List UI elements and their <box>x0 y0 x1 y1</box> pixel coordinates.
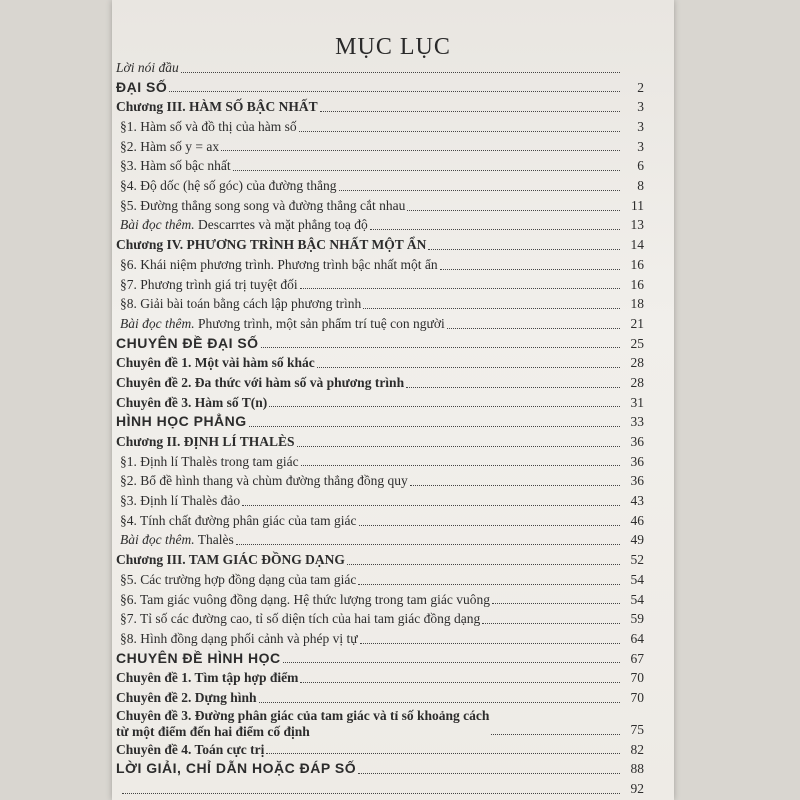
dot-leader <box>410 485 620 486</box>
toc-page-number: 92 <box>630 781 644 797</box>
toc-entry <box>116 235 644 255</box>
toc-entry-label: §3. Hàm số bậc nhất <box>120 158 231 174</box>
toc-page-number: 3 <box>637 119 644 135</box>
dot-leader <box>492 603 620 604</box>
toc-page-number: 70 <box>630 670 644 686</box>
toc-entry-label <box>116 215 368 235</box>
toc-entry-label: Chuyên đề 2. Đa thức với hàm số và phương trình <box>116 374 405 390</box>
dot-leader <box>447 328 620 329</box>
toc-page-number: 33 <box>630 414 644 430</box>
dot-leader <box>407 210 620 211</box>
toc-entry-label: §7. Phương trình giá trị tuyệt đối <box>120 276 298 292</box>
toc-entry <box>116 97 644 117</box>
toc-page-number: 2 <box>637 79 644 95</box>
dot-leader <box>300 682 620 683</box>
dot-leader <box>236 544 620 545</box>
toc-entry-label: Chương III. HÀM SỐ BẬC NHẤT <box>116 99 318 115</box>
dot-leader <box>221 150 620 151</box>
toc-entry-label: CHUYÊN ĐỀ ĐẠI SỐ <box>116 334 259 351</box>
dot-leader <box>339 190 620 191</box>
dot-leader <box>297 446 620 447</box>
toc-entry-label: §4. Độ dốc (hệ số góc) của đường thẳng <box>120 178 337 194</box>
toc-entry-label: §4. Tính chất đường phân giác của tam giác <box>120 512 357 528</box>
toc-entry <box>116 156 644 176</box>
dot-leader <box>299 131 620 132</box>
toc-page-number: 25 <box>630 335 644 351</box>
toc-entry <box>116 58 644 78</box>
toc-entry-label-line2: từ một điểm đến hai điểm cố định <box>116 723 310 739</box>
toc-entry-label: HÌNH HỌC PHẲNG <box>116 413 247 430</box>
toc-entry <box>116 649 644 669</box>
toc-entry-label: §6. Khái niệm phương trình. Phương trình bậc nhất một ẩn <box>120 256 438 272</box>
toc-entry <box>116 570 644 590</box>
toc-entry <box>116 176 644 196</box>
dot-leader <box>169 91 620 92</box>
toc-entry-label: CHUYÊN ĐỀ HÌNH HỌC <box>116 649 281 666</box>
toc-page-number: 28 <box>630 374 644 390</box>
toc-entry <box>116 275 644 295</box>
toc-page-number: 3 <box>637 99 644 115</box>
toc-entry-label: §1. Hàm số và đồ thị của hàm số <box>120 119 297 135</box>
toc-entry <box>116 759 644 779</box>
toc-page-number: 16 <box>630 276 644 292</box>
dot-leader <box>358 773 620 774</box>
table-of-contents <box>116 58 644 799</box>
toc-entry <box>116 314 644 334</box>
toc-entry <box>116 373 644 393</box>
toc-entry <box>116 196 644 216</box>
toc-page-number: 8 <box>637 178 644 194</box>
toc-entry-label: Lời nói đầu <box>116 59 179 75</box>
dot-leader <box>428 249 620 250</box>
toc-entry <box>116 590 644 610</box>
toc-entry-label-line1: Chuyên đề 3. Đường phân giác của tam giác và tỉ số khoảng cách <box>116 707 490 723</box>
toc-entry-label: Chương IV. PHƯƠNG TRÌNH BẬC NHẤT MỘT ẨN <box>116 237 427 253</box>
toc-entry <box>116 353 644 373</box>
toc-page-number: 3 <box>637 138 644 154</box>
toc-entry-label: Chuyên đề 2. Dựng hình <box>116 689 257 705</box>
toc-entry <box>116 432 644 452</box>
toc-page-number: 36 <box>630 434 644 450</box>
toc-entry-label: Chuyên đề 4. Toán cực trị <box>116 741 265 757</box>
dot-leader <box>242 505 620 506</box>
dot-leader <box>370 229 620 230</box>
dot-leader <box>491 734 620 735</box>
toc-entry <box>116 334 644 354</box>
reading-prefix: Bài đọc thêm. <box>120 217 195 233</box>
toc-entry-label: Chuyên đề 1. Một vài hàm số khác <box>116 355 315 371</box>
toc-entry <box>116 294 644 314</box>
toc-entry <box>116 393 644 413</box>
toc-entry <box>116 137 644 157</box>
toc-entry <box>116 779 644 799</box>
toc-entry-label: Chuyên đề 1. Tìm tập hợp điểm <box>116 670 299 686</box>
toc-page-number: 21 <box>630 315 644 331</box>
toc-page-number: 52 <box>630 552 644 568</box>
toc-page-number: 88 <box>630 761 644 777</box>
toc-page-number: 28 <box>630 355 644 371</box>
toc-page-number: 36 <box>630 453 644 469</box>
toc-page-number: 31 <box>630 394 644 410</box>
dot-leader <box>266 753 620 754</box>
toc-entry-label: §8. Hình đồng dạng phối cảnh và phép vị tự <box>120 630 358 646</box>
toc-entry <box>116 491 644 511</box>
toc-page-number: 54 <box>630 571 644 587</box>
toc-entry <box>116 117 644 137</box>
dot-leader <box>301 465 620 466</box>
toc-entry-label <box>116 314 445 334</box>
toc-page-number: 82 <box>630 741 644 757</box>
toc-entry-label <box>116 708 489 740</box>
toc-page-number: 67 <box>630 650 644 666</box>
dot-leader <box>359 525 620 526</box>
toc-entry <box>116 452 644 472</box>
dot-leader <box>363 308 620 309</box>
dot-leader <box>482 623 620 624</box>
toc-entry-label: Chương III. TAM GIÁC ĐỒNG DẠNG <box>116 552 345 568</box>
toc-page-number: 64 <box>630 630 644 646</box>
dot-leader <box>347 564 620 565</box>
toc-page-number: 43 <box>630 493 644 509</box>
dot-leader <box>440 269 620 270</box>
dot-leader <box>283 662 620 663</box>
reading-title: Thalès <box>194 532 234 548</box>
dot-leader <box>300 288 620 289</box>
toc-page-number: 59 <box>630 611 644 627</box>
dot-leader <box>317 367 620 368</box>
reading-prefix: Bài đọc thêm. <box>120 532 195 548</box>
toc-entry-label: §8. Giải bài toán bằng cách lập phương trình <box>120 296 362 312</box>
dot-leader <box>261 347 620 348</box>
toc-entry <box>116 550 644 570</box>
toc-page-number: 54 <box>630 591 644 607</box>
toc-entry-label: §7. Tỉ số các đường cao, tỉ số diện tích của hai tam giác đồng dạng <box>120 611 481 627</box>
toc-entry-label: LỜI GIẢI, CHỈ DẪN HOẶC ĐÁP SỐ <box>116 760 357 777</box>
toc-page-number: 18 <box>630 296 644 312</box>
toc-entry-label: §1. Định lí Thalès trong tam giác <box>120 453 299 469</box>
toc-page-number: 11 <box>631 197 644 213</box>
toc-entry-label: §5. Các trường hợp đồng dạng của tam giác <box>120 571 357 587</box>
dot-leader <box>122 793 620 794</box>
toc-entry <box>116 511 644 531</box>
toc-entry <box>116 216 644 236</box>
toc-page-number: 13 <box>630 217 644 233</box>
toc-page-number: 46 <box>630 512 644 528</box>
toc-entry <box>116 708 644 740</box>
toc-entry <box>116 609 644 629</box>
dot-leader <box>259 702 620 703</box>
toc-entry <box>116 255 644 275</box>
toc-entry <box>116 78 644 98</box>
dot-leader <box>358 584 620 585</box>
toc-page-number: 16 <box>630 256 644 272</box>
dot-leader <box>181 72 620 73</box>
dot-leader <box>249 426 620 427</box>
toc-entry-label: §6. Tam giác vuông đồng dạng. Hệ thức lượng trong tam giác vuông <box>120 591 491 607</box>
toc-page-number: 70 <box>630 689 644 705</box>
toc-entry-label: Chương II. ĐỊNH LÍ THALÈS <box>116 434 295 450</box>
page-title: MỤC LỤC <box>335 34 451 60</box>
dot-leader <box>233 170 620 171</box>
toc-entry-label: §2. Bổ đề hình thang và chùm đường thẳng đồng quy <box>120 473 408 489</box>
toc-entry <box>116 740 644 760</box>
toc-entry-label: ĐẠI SỐ <box>116 78 168 95</box>
reading-title: Descarrtes và mặt phẳng toạ độ <box>194 217 368 233</box>
toc-entry <box>116 531 644 551</box>
dot-leader <box>269 406 620 407</box>
toc-entry <box>116 668 644 688</box>
toc-entry <box>116 629 644 649</box>
reading-prefix: Bài đọc thêm. <box>120 315 195 331</box>
toc-page-number: 36 <box>630 473 644 489</box>
book-page <box>112 0 674 800</box>
toc-page-number: 6 <box>637 158 644 174</box>
toc-entry-label: Chuyên đề 3. Hàm số T(n) <box>116 394 268 410</box>
dot-leader <box>406 387 620 388</box>
dot-leader <box>360 643 620 644</box>
toc-entry <box>116 412 644 432</box>
toc-entry-label: §5. Đường thẳng song song và đường thẳng cắt nhau <box>120 197 406 213</box>
toc-page-number: 14 <box>630 237 644 253</box>
dot-leader <box>320 111 620 112</box>
toc-page-number: 75 <box>630 721 644 737</box>
toc-page-number: 49 <box>630 532 644 548</box>
reading-title: Phương trình, một sản phẩm trí tuệ con người <box>194 315 445 331</box>
toc-entry-label: §3. Định lí Thalès đảo <box>120 493 241 509</box>
toc-entry <box>116 688 644 708</box>
toc-entry-label: §2. Hàm số y = ax <box>120 138 220 154</box>
toc-entry-label <box>116 530 234 550</box>
toc-entry <box>116 471 644 491</box>
